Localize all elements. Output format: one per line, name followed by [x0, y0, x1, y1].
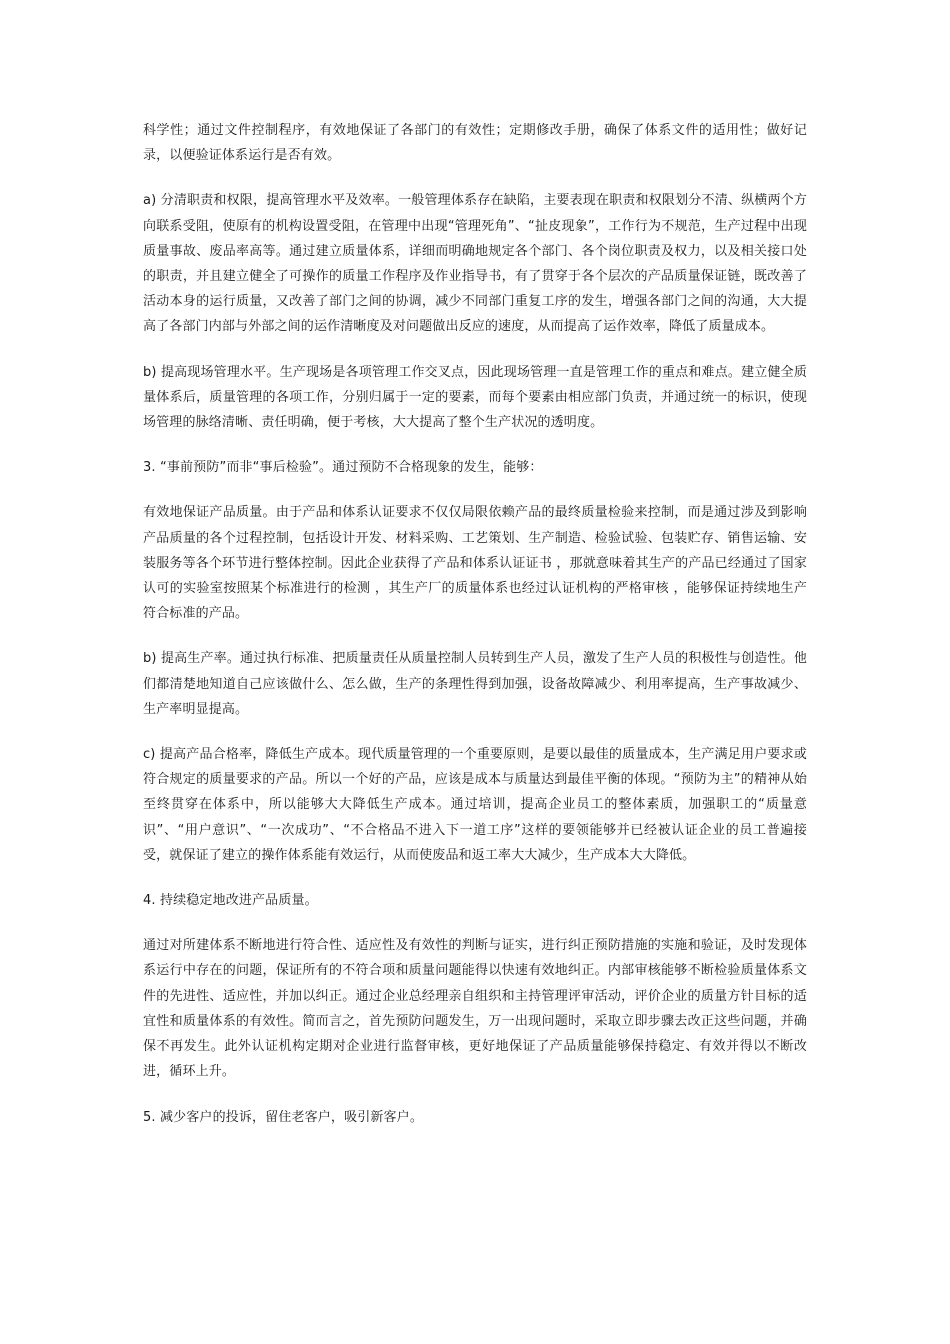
paragraph-quality-assurance: 有效地保证产品质量。由于产品和体系认证要求不仅仅局限依赖产品的最终质量检验来控制，而是通过涉及到影响产品质量的各个过程控制，包括设计开发、材料采购、工艺策划、生产制造、检验试验、包装贮存、销售运输、安装服务等各个环节进行整体控制。因此企业获得了产品和体系认证证书 ，那就意味着其生产的产品已经通过了国家认可的实验室按照某个标准进行的检测 ，其生产厂的质量体系也经过认证机构的严格审核 ，能够保证持续地生产符合标准的产品。: [143, 505, 807, 622]
paragraph-c-cost: c) 提高产品合格率，降低生产成本。现代质量管理的一个重要原则，是要以最佳的质量成本，生产满足用户要求或符合规定的质量要求的产品。所以一个好的产品，应该是成本与质量达到最佳平衡的体现。“预防为主”的精神从始至终贯穿在体系中，所以能够大大降低生产成本。通过培训，提高企业员工的整体素质，加强职工的“质量意识”、“用户意识”、“一次成功”、“不合格品不进入下一道工序”这样的要领能够并已经被认证企业的员工普遍接受，就保证了建立的操作体系能有效运行，从而使废品和返工率大大减少，生产成本大大降低。: [143, 747, 807, 863]
paragraph-a-responsibility: a) 分清职责和权限，提高管理水平及效率。一般管理体系存在缺陷，主要表现在职责和权限划分不清、纵横两个方向联系受阻，使原有的机构设置受阻，在管理中出现“管理死角”、“扯皮现象”，工作行为不规范，生产过程中出现质量事故、废品率高等。通过建立质量体系，详细而明确地规定各个部门、各个岗位职责及权力，以及相关接口处的职责，并且建立健全了可操作的质量工作程序及作业指导书，有了贯穿于各个层次的产品质量保证链，既改善了活动本身的运行质量，又改善了部门之间的协调，减少不同部门重复工序的发生，增强各部门之间的沟通，大大提高了各部门内部与外部之间的运作清晰度及对问题做出反应的速度，从而提高了运作效率，降低了质量成本。: [143, 193, 807, 335]
heading-5-customers: 5. 减少客户的投诉，留住老客户，吸引新客户。: [143, 1109, 423, 1125]
document-body: [143, 118, 807, 1150]
paragraph-b-productivity: b) 提高生产率。通过执行标准、把质量责任从质量控制人员转到生产人员，激发了生产人员的积极性与创造性。他们都清楚地知道自己应该做什么、怎么做，生产的条理性得到加强，设备故障减少、利用率提高，生产事故减少、生产率明显提高。: [143, 651, 807, 717]
paragraph-continuous-improvement: 通过对所建体系不断地进行符合性、适应性及有效性的判断与证实，进行纠正预防措施的实施和验证，及时发现体系运行中存在的问题，保证所有的不符合项和质量问题能得以快速有效地纠正。内部审核能够不断检验质量体系文件的先进性、适应性，并加以纠正。通过企业总经理亲自组织和主持管理评审活动，评价企业的质量方针目标的适宜性和质量体系的有效性。简而言之，首先预防问题发生，万一出现问题时，采取立即步骤去改正这些问题，并确保不再发生。此外认证机构定期对企业进行监督审核，更好地保证了产品质量能够保持稳定、有效并得以不断改进，循环上升。: [143, 938, 807, 1080]
paragraph-b-site-management: b) 提高现场管理水平。生产现场是各项管理工作交叉点，因此现场管理一直是管理工作的重点和难点。建立健全质量体系后，质量管理的各项工作，分别归属于一定的要素，而每个要素由相应部门负责，并通过统一的标识，使现场管理的脉络清晰、责任明确，便于考核，大大提高了整个生产状况的透明度。: [143, 364, 807, 431]
heading-3-prevention: 3. “事前预防”而非“事后检验”。通过预防不合格现象的发生，能够：: [143, 460, 543, 476]
paragraph-intro: 科学性；通过文件控制程序，有效地保证了各部门的有效性；定期修改手册，确保了体系文件的适用性；做好记录，以便验证体系运行是否有效。: [143, 123, 807, 164]
heading-4-improvement: 4. 持续稳定地改进产品质量。: [143, 893, 318, 909]
